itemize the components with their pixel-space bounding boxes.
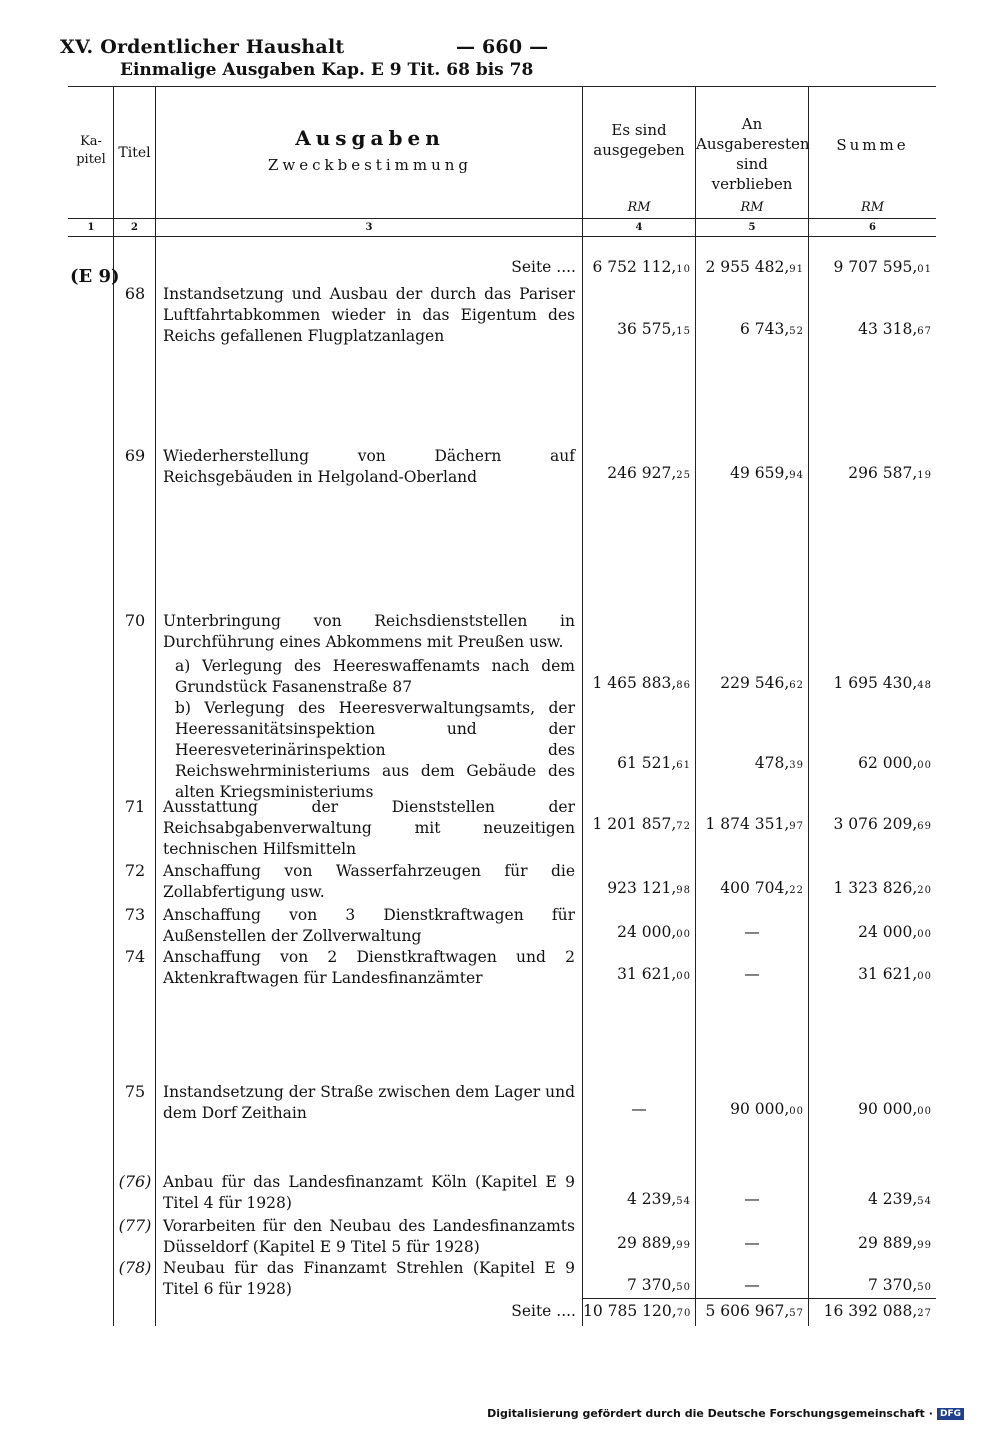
titel-77: (77): [118, 1216, 152, 1235]
row-77-c5: —: [744, 1234, 760, 1252]
kapitel-label: (E 9): [70, 266, 120, 287]
row-68-text: Instandsetzung und Ausbau der durch das Pariser Luftfahrtabkommen wieder in das Eigentum des Reichs gefallenen Flugplatzanlagen: [163, 285, 575, 345]
row-75-c4: —: [631, 1100, 647, 1118]
row-75-c5: 90 000,00: [730, 1100, 804, 1118]
row-68-c6: 43 318,67: [858, 320, 932, 338]
total-c6: 16 392 088,27: [823, 1302, 932, 1320]
row-78-c4: 7 370,50: [626, 1276, 691, 1294]
col6-unit: RM: [860, 200, 885, 215]
row-69-c6: 296 587,19: [848, 464, 932, 482]
colnum-1: 1: [87, 222, 95, 233]
row-77-text: Vorarbeiten für den Neubau des Landesfinanzamts Düsseldorf (Kapitel E 9 Titel 5 für 1928): [163, 1217, 575, 1256]
row-77-c4: 29 889,99: [617, 1234, 691, 1252]
titel-71: 71: [124, 797, 146, 816]
total-c5: 5 606 967,57: [705, 1302, 804, 1320]
carry-c4: 6 752 112,10: [592, 258, 691, 276]
titel-73: 73: [124, 905, 146, 924]
row-68-c4: 36 575,15: [617, 320, 691, 338]
col5-head: An Ausgaberesten sind verblieben: [696, 115, 810, 193]
row-70a-c4: 1 465 883,86: [592, 674, 691, 692]
row-70a-c5: 229 546,62: [720, 674, 804, 692]
row-76-c5: —: [744, 1190, 760, 1208]
titel-68: 68: [124, 284, 146, 303]
row-73-c4: 24 000,00: [617, 923, 691, 941]
row-77-c6: 29 889,99: [858, 1234, 932, 1252]
dfg-logo: DFG: [937, 1408, 964, 1420]
titel-76: (76): [118, 1172, 152, 1191]
header-title: XV. Ordentlicher Haushalt: [60, 36, 345, 58]
row-70a-text: a) Verlegung des Heereswaffenamts nach dem Grundstück Fasanenstraße 87: [175, 657, 575, 696]
row-76-c6: 4 239,54: [867, 1190, 932, 1208]
header-rule: [68, 218, 936, 219]
row-73-c5: —: [744, 923, 760, 941]
row-70b-c5: 478,39: [754, 754, 804, 772]
colnum-5: 5: [748, 222, 756, 233]
row-75-text: Instandsetzung der Straße zwischen dem Lager und dem Dorf Zeithain: [163, 1083, 575, 1122]
row-71-c6: 3 076 209,69: [833, 815, 932, 833]
col4-unit: RM: [627, 200, 651, 215]
running-header: [60, 36, 549, 58]
row-74-text: Anschaffung von 2 Dienstkraftwagen und 2 Aktenkraftwagen für Landesfinanzämter: [163, 948, 575, 987]
table-top-rule: [68, 86, 936, 87]
row-72-text: Anschaffung von Wasserfahrzeugen für die Zollabfertigung usw.: [163, 862, 575, 901]
carry-label: Seite ....: [511, 258, 576, 276]
col4-head: Es sind ausgegeben: [593, 121, 685, 159]
row-76-c4: 4 239,54: [626, 1190, 691, 1208]
row-74-c4: 31 621,00: [617, 965, 691, 983]
row-70a-c6: 1 695 430,48: [833, 674, 932, 692]
col5-unit: RM: [740, 200, 764, 215]
total-rule: [582, 1298, 936, 1299]
row-75-c6: 90 000,00: [858, 1100, 932, 1118]
colnum-rule: [68, 236, 936, 237]
row-71-c4: 1 201 857,72: [592, 815, 691, 833]
carry-c5: 2 955 482,91: [705, 258, 804, 276]
titel-75: 75: [124, 1082, 146, 1101]
row-73-c6: 24 000,00: [858, 923, 932, 941]
row-72-c5: 400 704,22: [720, 879, 804, 897]
row-70b-c4: 61 521,61: [617, 754, 691, 772]
col-kapitel-head: Ka- pitel: [76, 134, 106, 167]
row-78-text: Neubau für das Finanzamt Strehlen (Kapitel E 9 Titel 6 für 1928): [163, 1259, 575, 1298]
titel-72: 72: [124, 861, 146, 880]
row-70-text: Unterbringung von Reichsdienststellen in Durchführung eines Abkommens mit Preußen usw.: [163, 612, 575, 651]
row-78-c5: —: [744, 1276, 760, 1294]
header-subtitle: Einmalige Ausgaben Kap. E 9 Tit. 68 bis 78: [120, 60, 534, 80]
col-zweck-head: Zweckbestimmung: [267, 156, 472, 174]
row-71-c5: 1 874 351,97: [705, 815, 804, 833]
row-72-c6: 1 323 826,20: [833, 879, 932, 897]
row-74-c6: 31 621,00: [858, 965, 932, 983]
digitization-footer: [487, 1407, 964, 1420]
col-ausgaben-head: Ausgaben: [295, 126, 445, 150]
titel-69: 69: [124, 446, 146, 465]
row-71-text: Ausstattung der Dienststellen der Reichsabgabenverwaltung mit neuzeitigen technischen Hilfsmitteln: [163, 798, 575, 858]
row-70b-c6: 62 000,00: [858, 754, 932, 772]
row-69-text: Wiederherstellung von Dächern auf Reichsgebäuden in Helgoland-Oberland: [163, 447, 575, 486]
page-number: — 660 —: [456, 36, 549, 58]
footer-separator: ·: [928, 1407, 933, 1420]
titel-74: 74: [124, 947, 146, 966]
row-68-c5: 6 743,52: [739, 320, 804, 338]
row-74-c5: —: [744, 965, 760, 983]
titel-70: 70: [124, 611, 146, 630]
titel-78: (78): [118, 1258, 152, 1277]
footer-text: Digitalisierung gefördert durch die Deutsche Forschungsgemeinschaft: [487, 1407, 925, 1420]
colnum-4: 4: [635, 222, 643, 233]
row-78-c6: 7 370,50: [867, 1276, 932, 1294]
colnum-2: 2: [131, 222, 138, 233]
row-69-c4: 246 927,25: [607, 464, 691, 482]
colnum-6: 6: [869, 222, 876, 233]
row-70b-text: b) Verlegung des Heeresverwaltungsamts, der Heeressanitätsinspektion und der Heeresveterinärinspektion des Reichswehrministeriums aus dem Gebäude des alten Kriegsministeriums: [175, 699, 575, 801]
colnum-3: 3: [365, 222, 373, 233]
carry-c6: 9 707 595,01: [833, 258, 932, 276]
total-c4: 10 785 120,70: [583, 1302, 692, 1320]
row-69-c5: 49 659,94: [730, 464, 804, 482]
col6-head: Summe: [836, 136, 909, 154]
row-76-text: Anbau für das Landesfinanzamt Köln (Kapitel E 9 Titel 4 für 1928): [163, 1173, 575, 1212]
col-titel-head: Titel: [118, 145, 151, 161]
row-72-c4: 923 121,98: [607, 879, 691, 897]
col-divider-2: [155, 86, 156, 1326]
total-label: Seite ....: [511, 1302, 576, 1320]
row-73-text: Anschaffung von 3 Dienstkraftwagen für Außenstellen der Zollverwaltung: [163, 906, 575, 945]
